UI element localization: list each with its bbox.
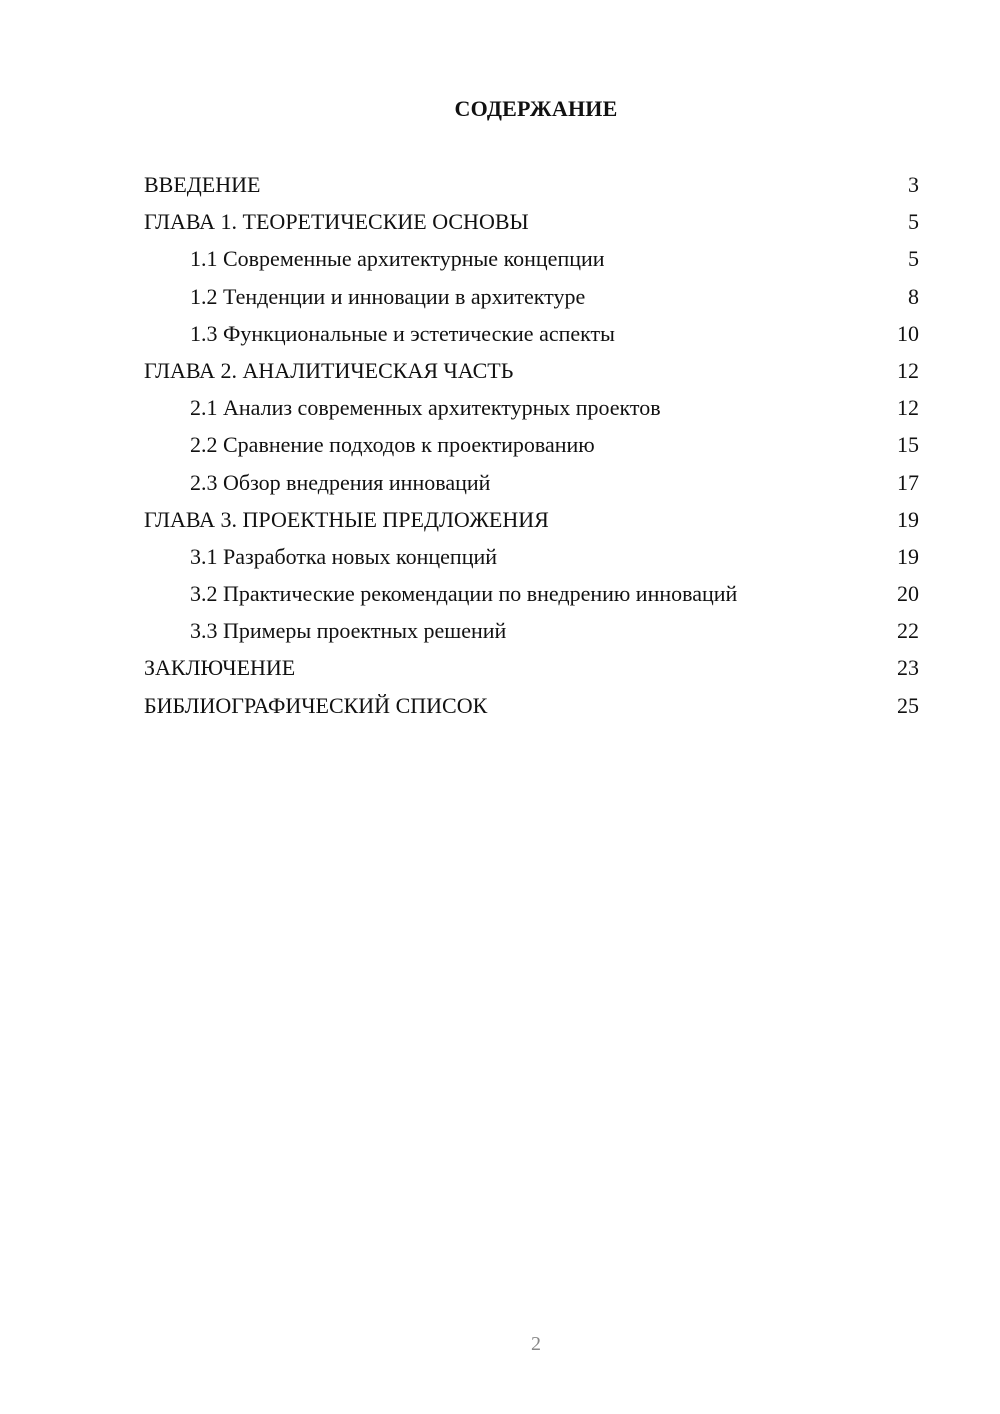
toc-item-label: 2.1 Анализ современных архитектурных проектов (190, 395, 661, 421)
toc-item-1-1[interactable] (144, 240, 919, 277)
toc-item-1-3[interactable] (144, 315, 919, 352)
toc-item-page: 8 (908, 283, 919, 309)
toc-item-chapter-2[interactable] (144, 352, 919, 389)
page-title: СОДЕРЖАНИЕ (454, 96, 618, 121)
toc-item-label: 1.1 Современные архитектурные концепции (190, 246, 605, 272)
toc-item-label: ГЛАВА 2. АНАЛИТИЧЕСКАЯ ЧАСТЬ (144, 357, 514, 383)
toc-item-page: 10 (897, 320, 919, 346)
toc-item-2-1[interactable] (144, 389, 919, 426)
table-of-contents (144, 166, 919, 724)
toc-item-page: 15 (897, 432, 919, 458)
toc-item-page: 5 (908, 246, 919, 272)
toc-item-3-1[interactable] (144, 538, 919, 575)
toc-item-label: 1.2 Тенденции и инновации в архитектуре (190, 283, 586, 309)
toc-item-label: 3.2 Практические рекомендации по внедрению инноваций (190, 581, 738, 607)
toc-item-label: ГЛАВА 3. ПРОЕКТНЫЕ ПРЕДЛОЖЕНИЯ (144, 506, 549, 532)
toc-item-2-2[interactable] (144, 426, 919, 463)
toc-item-page: 19 (897, 506, 919, 532)
toc-item-label: 2.2 Сравнение подходов к проектированию (190, 432, 595, 458)
toc-item-conclusion[interactable] (144, 649, 919, 686)
toc-item-label: 2.3 Обзор внедрения инноваций (190, 469, 491, 495)
toc-item-2-3[interactable] (144, 464, 919, 501)
toc-item-label: ГЛАВА 1. ТЕОРЕТИЧЕСКИЕ ОСНОВЫ (144, 209, 529, 235)
toc-item-page: 3 (908, 172, 919, 197)
page-number: 2 (531, 1333, 541, 1355)
toc-item-page: 19 (897, 543, 919, 569)
toc-item-page: 17 (897, 469, 919, 495)
toc-item-chapter-3[interactable] (144, 501, 919, 538)
toc-item-1-2[interactable] (144, 278, 919, 315)
toc-item-label: 3.1 Разработка новых концепций (190, 543, 498, 569)
toc-item-chapter-1[interactable] (144, 203, 919, 240)
toc-item-page: 22 (897, 618, 919, 644)
toc-item-label: БИБЛИОГРАФИЧЕСКИЙ СПИСОК (144, 692, 488, 718)
toc-item-page: 5 (908, 209, 919, 235)
toc-item-page: 12 (897, 357, 919, 383)
toc-item-3-3[interactable] (144, 612, 919, 649)
toc-item-page: 23 (897, 655, 919, 681)
toc-item-page: 25 (897, 692, 919, 718)
toc-item-label: ЗАКЛЮЧЕНИЕ (144, 655, 296, 681)
toc-item-bibliography[interactable] (144, 687, 919, 724)
toc-item-label: 1.3 Функциональные и эстетические аспекты (190, 320, 615, 346)
toc-item-introduction[interactable] (144, 166, 919, 203)
toc-item-page: 12 (897, 395, 919, 421)
toc-item-label: 3.3 Примеры проектных решений (190, 618, 507, 644)
toc-item-label: ВВЕДЕНИЕ (144, 172, 261, 197)
toc-item-page: 20 (897, 581, 919, 607)
toc-item-3-2[interactable] (144, 575, 919, 612)
